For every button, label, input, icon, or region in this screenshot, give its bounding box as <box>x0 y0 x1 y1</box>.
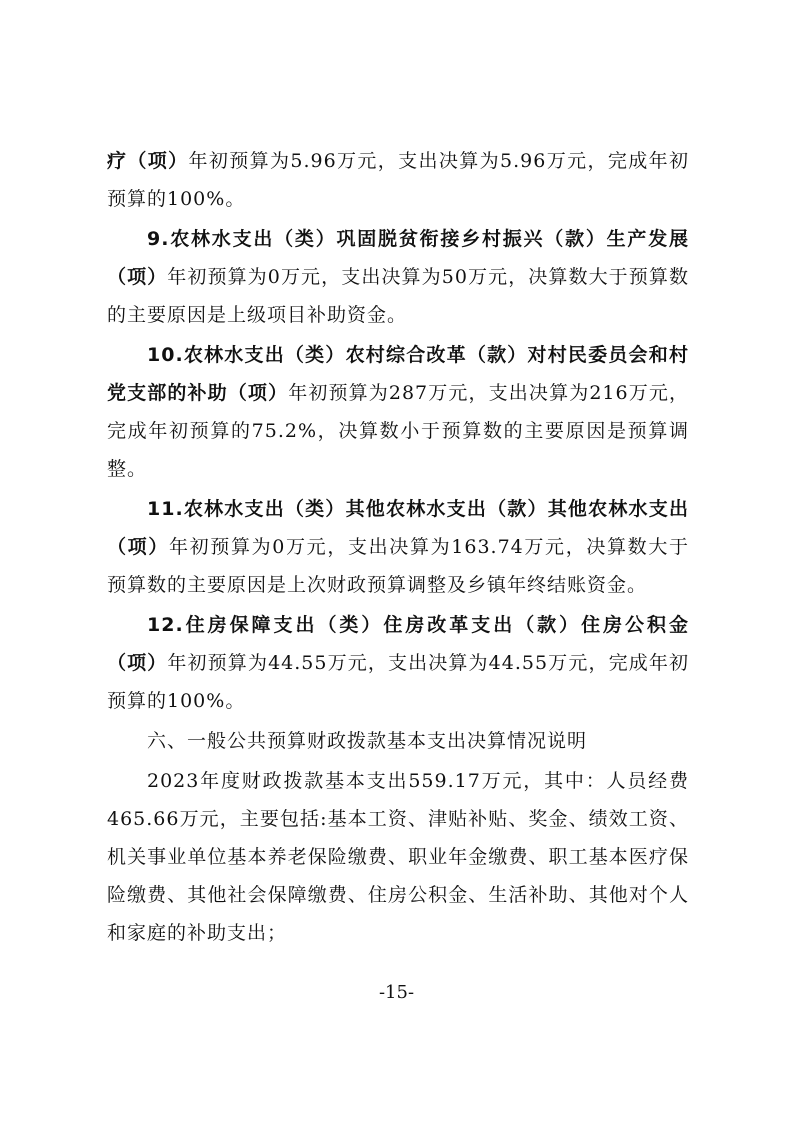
item-8-title: 疗（项） <box>107 150 189 172</box>
item-9-text: 年初预算为0万元，支出决算为50万元，决算数大于预算数的主要原因是上级项目补助资金。 <box>107 266 689 326</box>
item-10-text: 年初预算为287万元，支出决算为216万元，完成年初预算的75.2%，决算数小于预算数的主要原因是预算调整。 <box>107 382 689 480</box>
item-12-text: 年初预算为44.55万元，支出决算为44.55万元，完成年初预算的100%。 <box>107 652 689 712</box>
item-12-title: 12.住房保障支出（类）住房改革支出（款）住房公积金（项） <box>107 614 689 674</box>
item-9-title: 9.农林水支出（类）巩固脱贫衔接乡村振兴（款）生产发展（项） <box>107 228 689 288</box>
paragraph-item-10 <box>107 336 689 488</box>
item-11-title: 11.农林水支出（类）其他农林水支出（款）其他农林水支出（项） <box>107 498 689 558</box>
paragraph-item-9 <box>107 220 689 334</box>
item-11-text: 年初预算为0万元，支出决算为163.74万元，决算数大于预算数的主要原因是上次财政预算调整及乡镇年终结账资金。 <box>107 536 689 596</box>
item-10-title: 10.农林水支出（类）农村综合改革（款）对村民委员会和村党支部的补助（项） <box>107 344 689 404</box>
paragraph-item-8 <box>107 142 689 218</box>
section-body: 2023年度财政拨款基本支出559.17万元，其中：人员经费465.66万元，主要包括:基本工资、津贴补贴、奖金、绩效工资、机关事业单位基本养老保险缴费、职业年金缴费、职工基本医疗保险缴费、其他社会保障缴费、住房公积金、生活补助、其他对个人和家庭的补助支出； <box>107 770 689 944</box>
page-number: -15- <box>378 982 415 1003</box>
document-body <box>107 142 689 952</box>
paragraph-item-12 <box>107 606 689 720</box>
section-heading: 六、一般公共预算财政拨款基本支出决算情况说明 <box>147 730 588 752</box>
item-8-text: 年初预算为5.96万元，支出决算为5.96万元，完成年初预算的100%。 <box>107 150 689 210</box>
paragraph-item-11 <box>107 490 689 604</box>
